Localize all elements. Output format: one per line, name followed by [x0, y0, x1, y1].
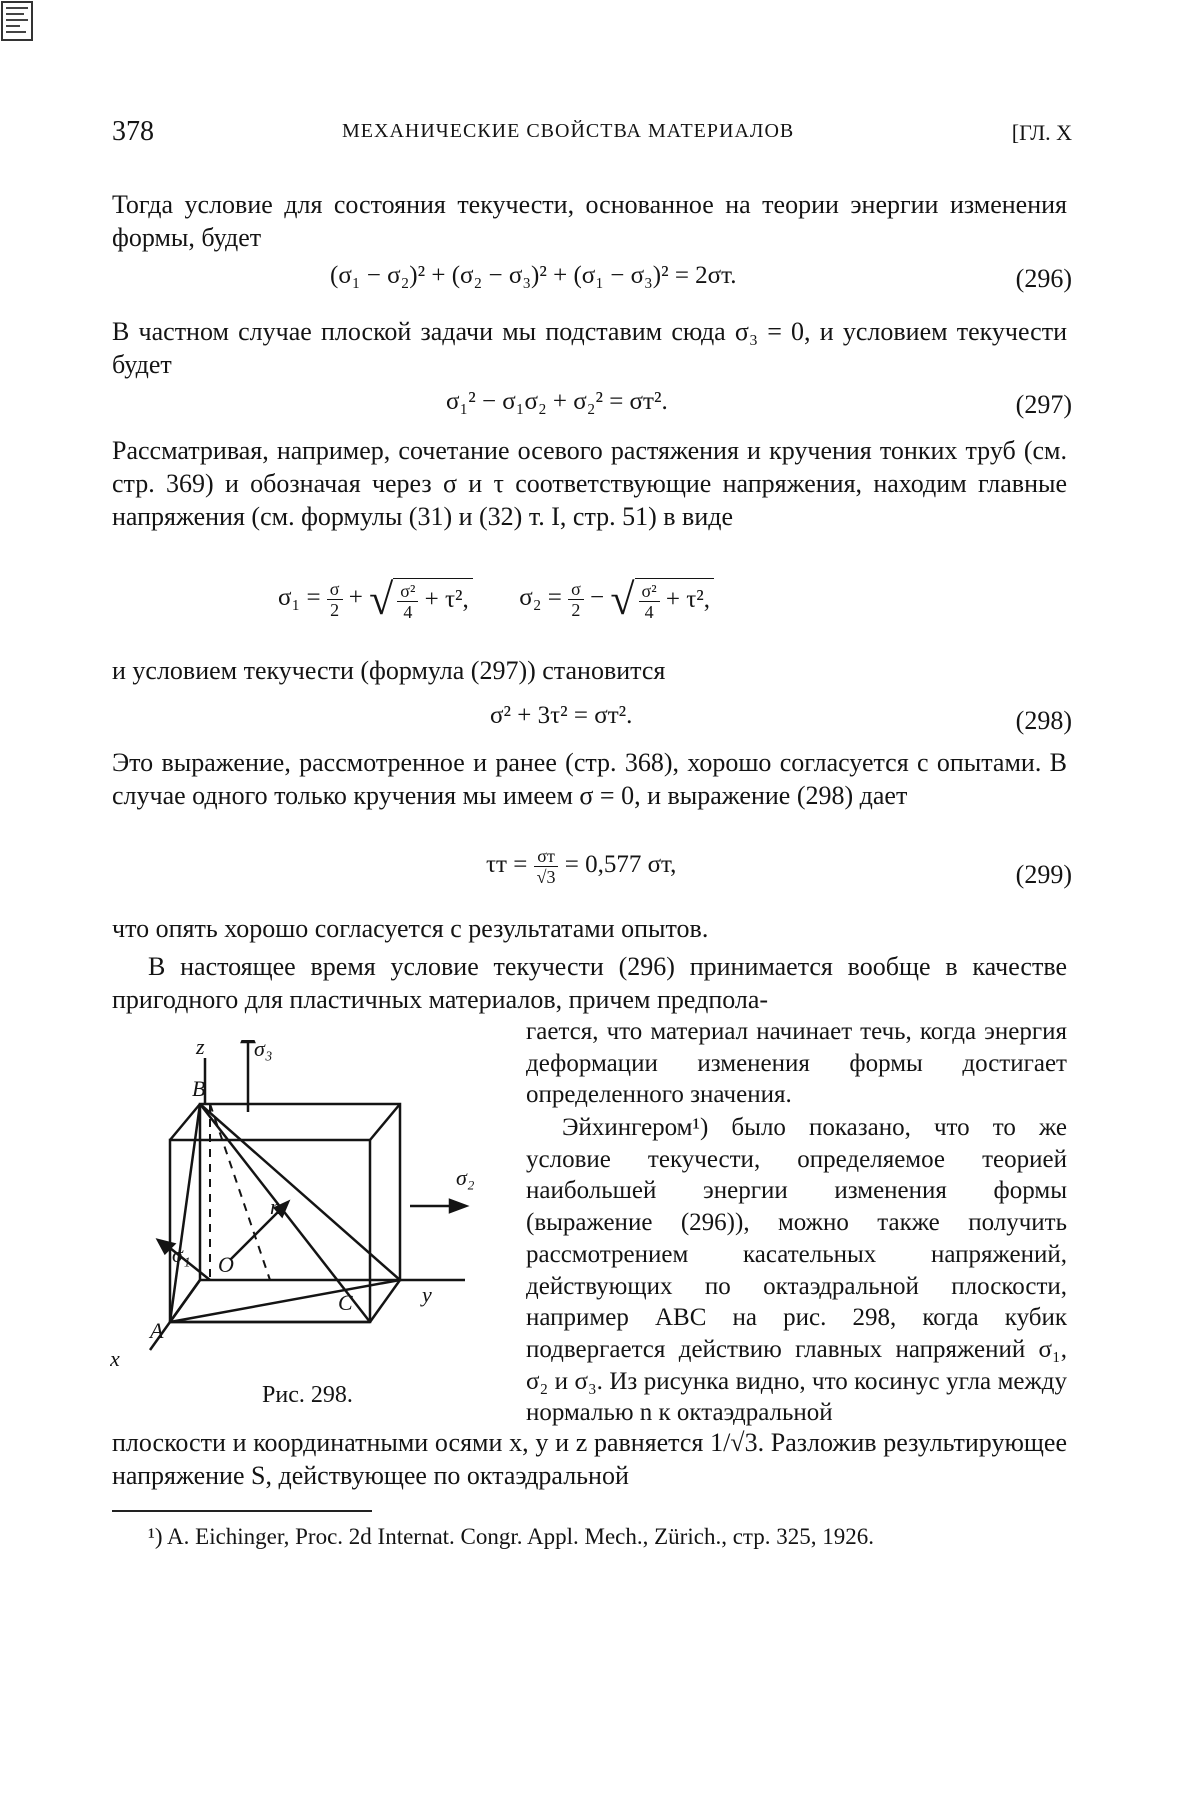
paragraph-5: Это выражение, рассмотренное и ранее (стр. 368), хорошо согласуется с опытами. В случае одного только кручения мы имеем σ = 0, и выражение (298) дает	[112, 748, 1067, 810]
sigma1-lhs: σ₁ =	[278, 584, 321, 612]
radicand: $\frac{\text{σ²}}{4}$ + τ²,	[393, 578, 473, 622]
radical-sign-icon: √	[369, 575, 394, 624]
svg-text:σ₂: σ₂	[456, 1165, 475, 1190]
minus-sign: −	[590, 584, 605, 612]
paragraph-8-continued: плоскости и координатными осями x, y и z равняется 1/√3. Разложив результирующее напряжение S, действующее по октаэдральной	[112, 1428, 1067, 1490]
footnote: ¹) A. Eichinger, Proc. 2d Internat. Congr. Appl. Mech., Zürich., стр. 325, 1926.	[148, 1524, 874, 1549]
paragraph-2: В частном случае плоской задачи мы подставим сюда σ₃ = 0, и условием текучести будет	[112, 317, 1067, 379]
svg-text:B: B	[192, 1076, 206, 1101]
svg-text:x: x	[110, 1346, 120, 1371]
sigma2-lhs: σ₂ =	[519, 584, 562, 612]
footnote-divider	[112, 1510, 372, 1512]
chapter-label: [ГЛ. X	[1011, 120, 1072, 145]
fraction: $\frac{\sigma т}{√3}$	[534, 846, 559, 887]
equation-principal-stresses	[278, 574, 714, 625]
paragraph-6: что опять хорошо согласуется с результатами опытов.	[112, 914, 709, 943]
paragraph-1: Тогда условие для состояния текучести, основанное на теории энергии изменения формы, будет	[112, 190, 1067, 252]
svg-text:y: y	[422, 1282, 432, 1307]
fraction: $\frac{\sigma}{2}$	[327, 579, 343, 620]
equation-number-296: (296)	[1015, 264, 1072, 293]
svg-text:n: n	[270, 1194, 281, 1219]
svg-text:z: z	[196, 1040, 205, 1059]
paragraph-7-continued: гается, что материал начинает течь, когда энергия деформации изменения формы достигает определенного значения.	[526, 1018, 1067, 1109]
radical-sign-icon: √	[610, 575, 635, 624]
equation-296: (σ₁ − σ₂)² + (σ₂ − σ₃)² + (σ₁ − σ₃)² = 2σт.	[330, 262, 737, 289]
fraction: $\frac{\sigma}{2}$	[568, 579, 584, 620]
figure-caption: Рис. 298.	[262, 1382, 353, 1408]
svg-text:σ₃: σ₃	[254, 1040, 273, 1061]
page-number: 378	[112, 116, 154, 147]
paragraph-7: В настоящее время условие текучести (296) принимается вообще в качестве пригодного для пластичных материалов, причем предпола-	[112, 952, 1067, 1014]
paragraph-4: и условием текучести (формула (297)) становится	[112, 656, 666, 685]
equation-299-rhs: = 0,577 σт,	[564, 851, 677, 879]
svg-text:A: A	[150, 1318, 164, 1343]
equation-299	[486, 846, 676, 887]
svg-text:σ₁: σ₁	[172, 1242, 191, 1267]
page-header	[112, 116, 1072, 156]
library-stamp-icon	[0, 0, 40, 46]
equation-number-298: (298)	[1015, 706, 1072, 735]
svg-text:C: C	[338, 1290, 353, 1315]
tau-lhs: τт =	[486, 851, 528, 879]
radicand: $\frac{\text{σ²}}{4}$ + τ²,	[635, 578, 715, 622]
cube-octahedral-plane-figure	[110, 1040, 510, 1380]
plus-sign: +	[348, 584, 363, 612]
equation-number-299: (299)	[1015, 860, 1072, 889]
paragraph-8: Эйхингером¹) было показано, что то же условие текучести, определяемое теорией наибольшей энергии изменения формы (выражение (296)), можно также получить рассмотрением касательных напряжений, действующих по октаэдральной плоскости, например ABC на рис. 298, когда кубик подвергается действию главных напряжений σ₁, σ₂ и σ₃. Из рисунка видно, что косинус угла между нормалью n к октаэдральной	[526, 1114, 1067, 1427]
running-title: МЕХАНИЧЕСКИЕ СВОЙСТВА МАТЕРИАЛОВ	[342, 120, 795, 142]
equation-297: σ₁² − σ₁σ₂ + σ₂² = σт².	[446, 388, 668, 415]
svg-text:O: O	[218, 1252, 234, 1277]
paragraph-3: Рассматривая, например, сочетание осевого растяжения и кручения тонких труб (см. стр. 369) и обозначая через σ и τ соответствующие напряжения, находим главные напряжения (см. формулы (31) и (32) т. I, стр. 51) в виде	[112, 436, 1067, 531]
equation-298: σ² + 3τ² = σт².	[490, 702, 633, 729]
equation-number-297: (297)	[1015, 390, 1072, 419]
